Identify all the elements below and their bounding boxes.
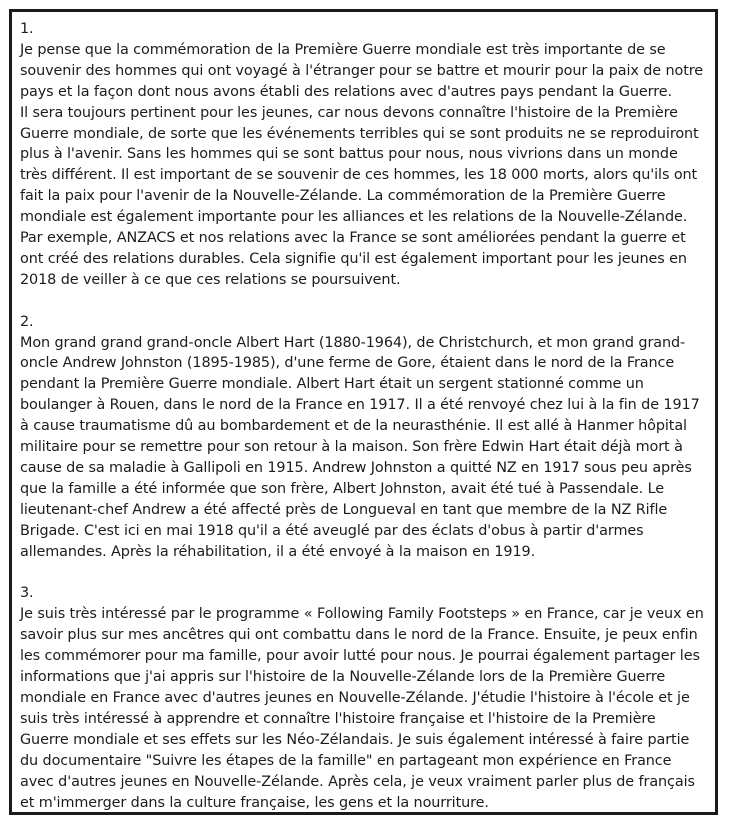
section-paragraph: Je suis très intéressé par le programme « Following Family Footsteps » en France, car je veux en savoir plus sur mes ancêtres qui ont combattu dans le nord de la France. Ensuite, je peux enfin les commémorer pour ma famille, pour avoir lutté pour nous. Je pourrai également partager les informations que j'ai appris sur l'histoire de la Nouvelle-Zélande lors de la Première Guerre mondiale en France avec d'autres jeunes en Nouvelle-Zélande. J'étudie l'histoire à l'école et je suis très intéressé à apprendre et connaître l'histoire française et l'histoire de la Première Guerre mondiale et ses effets sur les Néo-Zélandais. Je suis également intéressé à faire partie du documentaire "Suivre les étapes de la famille" en partageant mon expérience en France avec d'autres jeunes en Nouvelle-Zélande. Après cela, je veux vraiment parler plus de français et m'immerger dans la culture française, les gens et la nourriture. <box>20 606 704 811</box>
answer-section-3 <box>20 583 705 813</box>
answer-section-1 <box>20 19 705 291</box>
answer-section-2 <box>20 312 705 563</box>
section-paragraph: Je pense que la commémoration de la Première Guerre mondiale est très importante de se souvenir des hommes qui ont voyagé à l'étranger pour se battre et mourir pour la paix de notre pays et la façon dont nous avons établi des relations avec d'autres pays pendant la Guerre. <box>20 41 704 100</box>
section-paragraph: Il sera toujours pertinent pour les jeunes, car nous devons connaître l'histoire de la Première Guerre mondiale, de sorte que les événements terribles qui se sont produits ne se reproduiront plus à l'avenir. Sans les hommes qui se sont battus pour nous, nous vivrions dans un monde très différent. Il est important de se souvenir de ces hommes, les 18 000 morts, alors qu'ils ont fait la paix pour l'avenir de la Nouvelle-Zélande. La commémoration de la Première Guerre mondiale est également importante pour les alliances et les relations de la Nouvelle-Zélande. Par exemple, ANZACS et nos relations avec la France se sont améliorées pendant la guerre et ont créé des relations durables. Cela signifie qu'il est également important pour les jeunes en 2018 de veiller à ce que ces relations se poursuivent. <box>20 104 699 288</box>
document-frame <box>9 9 718 815</box>
section-paragraph: Mon grand grand grand-oncle Albert Hart (1880-1964), de Christchurch, et mon grand grand-oncle Andrew Johnston (1895-1985), d'une ferme de Gore, étaient dans le nord de la France pendant la Première Guerre mondiale. Albert Hart était un sergent stationné comme un boulanger à Rouen, dans le nord de la France en 1917. Il a été renvoyé chez lui à la fin de 1917 à cause traumatisme dû au bombardement et de la neurasthénie. Il est allé à Hanmer hôpital militaire pour se remettre pour son retour à la maison. Son frère Edwin Hart était déjà mort à cause de sa maladie à Gallipoli en 1915. Andrew Johnston a quitté NZ en 1917 sous peu après que la famille a été informée que son frère, Albert Johnston, avait été tué à Passendale. Le lieutenant-chef Andrew a été affecté près de Longueval en tant que membre de la NZ Rifle Brigade. C'est ici en mai 1918 qu'il a été aveuglé par des éclats d'obus à partir d'armes allemandes. Après la réhabilitation, il a été envoyé à la maison en 1919. <box>20 334 700 560</box>
section-number: 2. <box>20 313 34 330</box>
section-number: 3. <box>20 585 34 602</box>
section-number: 1. <box>20 21 34 37</box>
